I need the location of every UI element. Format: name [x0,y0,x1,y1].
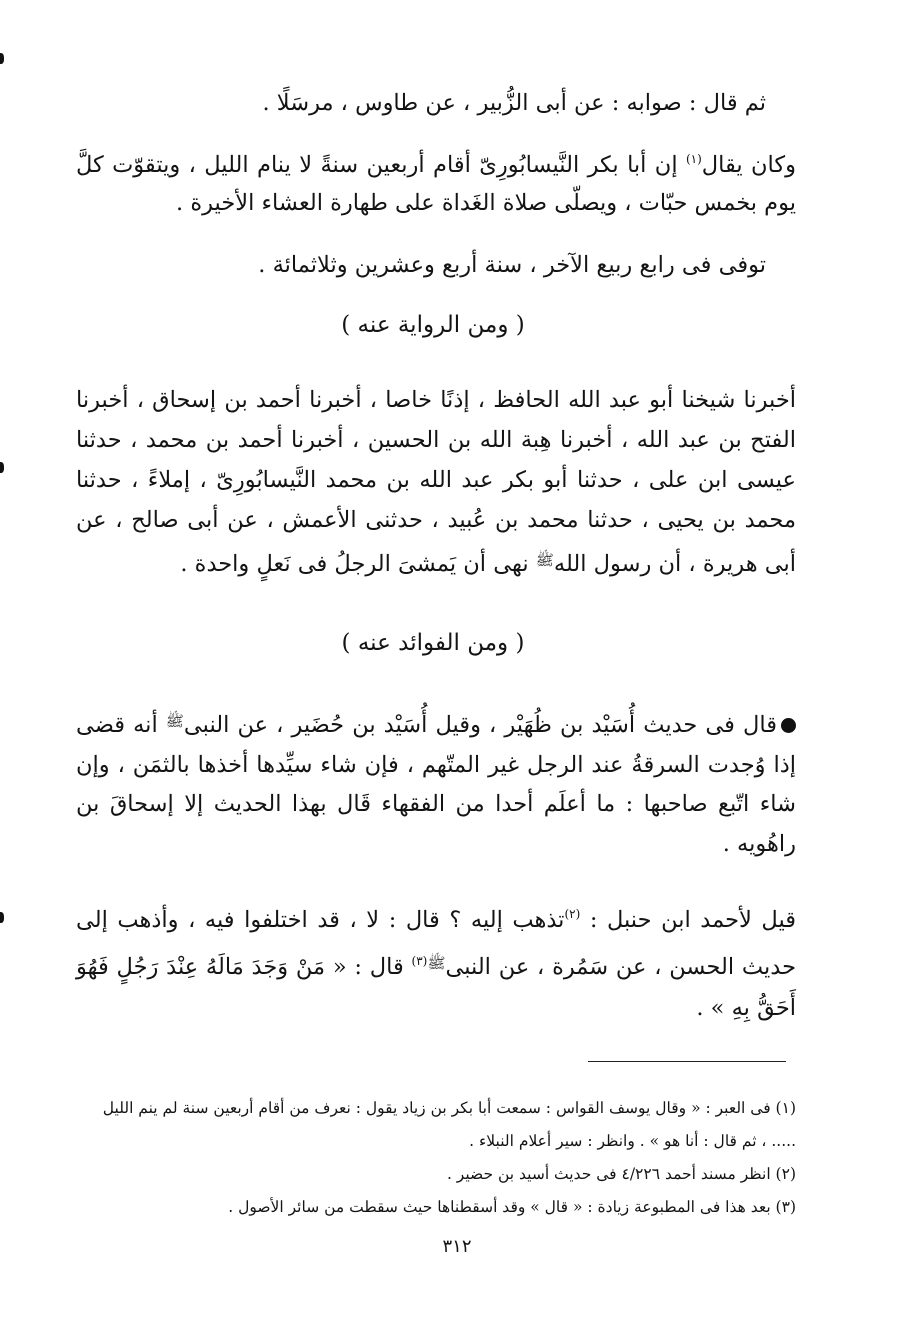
section-heading-benefits: ( ومن الفوائد عنه ) [341,630,525,656]
paragraph-4 [76,380,796,584]
paragraph-4-text-b: نهى أن يَمشىَ الرجلُ فى نَعلٍ واحدة . [180,551,536,577]
salla-ligature: ﷺ [165,712,184,730]
footnote-ref-2[interactable]: (٢) [564,907,581,921]
footnote-3: (٣) بعد هذا فى المطبوعة زيادة : « قال » وقد أسقطناها حيث سقطت من سائر الأصول . [228,1198,796,1216]
paragraph-5 [76,702,796,864]
footnotes [76,1092,796,1224]
page-number: ٣١٢ [442,1236,472,1257]
salla-ligature: ﷺ [427,954,446,972]
paragraph-2 [76,140,796,222]
paragraph-6-text-a: قيل لأحمد ابن حنبل : [580,907,797,933]
paragraph-6 [76,894,796,1029]
paragraph-1-text: ثم قال : صوابه : عن أبى الزُّبير ، عن طاوس ، مرسَلًا . [262,90,766,116]
paragraph-1 [76,84,796,122]
footnote-ref-3[interactable]: (٣) [411,954,428,968]
paragraph-5-text-b: أنه قضى إذا وُجدت السرقةُ عند الرجل غير المتّهم ، فإن شاء سيِّدها أخذها بالثمَن ، وإن شاء اتّبع صاحبها : ما أعلَم أحدا من الفقهاء قَال بهذا الحديث إلا إسحاقَ بن راهُويه . [76,712,796,857]
margin-mark [0,912,4,923]
paragraph-5-text-a: قال فى حديث أُسَيْد بن ظُهَيْر ، وقيل أُسَيْد بن حُضَير ، عن النبى [183,712,777,738]
salla-ligature: ﷺ [535,551,554,569]
paragraph-3-text: توفى فى رابع ربيع الآخر ، سنة أربع وعشرين وثلاثمائة . [258,252,766,278]
paragraph-3 [76,246,796,284]
section-heading-narration: ( ومن الرواية عنه ) [341,312,525,338]
paragraph-2-text-a: وكان يقال [701,152,796,178]
paragraph-2-text-b: إن أبا بكر النَّيسابُورِىّ أقام أربعين سنةً لا ينام الليل ، ويتقوّت كلَّ يوم بخمس حبّات ، ويصلّى صلاة الغَداة على طهارة العشاء الأخيرة . [76,152,796,216]
footnote-ref-1[interactable]: (١) [685,152,702,166]
margin-mark [0,53,4,64]
bullet-icon [781,718,796,733]
margin-mark [0,462,4,473]
paragraph-6-text-b: تذهب إليه ؟ قال : لا ، قد اختلفوا فيه ، وأذهب إلى حديث الحسن ، عن سَمُرة ، عن النبى [76,907,796,980]
footnote-2: (٢) انظر مسند أحمد ٤/٢٢٦ فى حديث أسيد بن حضير . [446,1165,796,1183]
footnote-1: (١) فى العبر : « وقال يوسف القواس : سمعت أبا بكر بن زياد يقول : نعرف من أقام أربعين سنة لم ينم الليل ..... ، ثم قال : أنا هو » . وانظر : سير أعلام النبلاء . [102,1099,796,1150]
paragraph-6-text-c: قال : « مَنْ وَجَدَ مَالَهُ عِنْدَ رَجُلٍ فَهُوَ أَحَقُّ بِهِ » . [76,954,796,1021]
paragraph-4-text-a: أخبرنا شيخنا أبو عبد الله الحافظ ، إذنًا خاصا ، أخبرنا أحمد بن إسحاق ، أخبرنا الفتح بن عبد الله ، أخبرنا هِبة الله بن الحسين ، أخبرنا أحمد بن محمد ، حدثنا عيسى ابن على ، حدثنا أبو بكر عبد الله بن محمد النَّيسابُورِىّ ، إملاءً ، حدثنا محمد بن يحيى ، حدثنا محمد بن عُبيد ، حدثنى الأعمش ، عن أبى صالح ، عن أبى هريرة ، أن رسول الله [76,387,796,577]
footnote-divider [588,1061,786,1062]
